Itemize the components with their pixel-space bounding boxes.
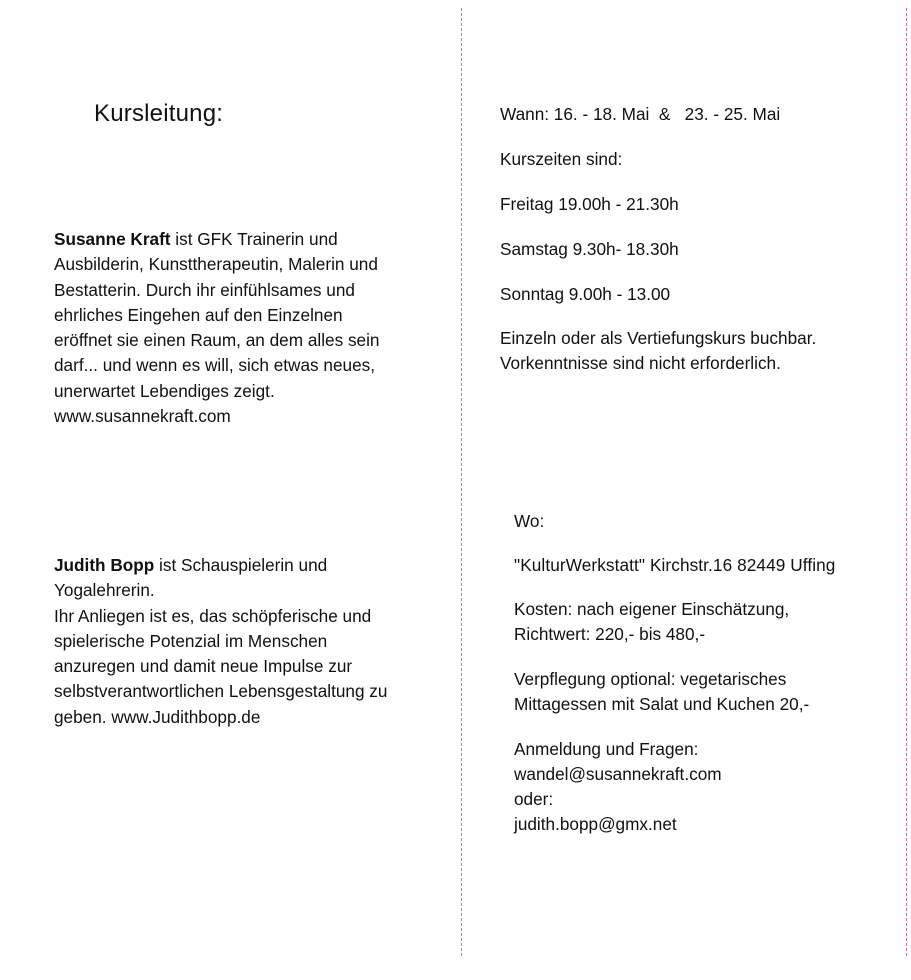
- bio-line: unerwartet Lebendiges zeigt.: [54, 380, 275, 401]
- section-heading-kursleitung: Kursleitung:: [94, 100, 224, 127]
- booking-line: Einzeln oder als Vertiefungskurs buchbar.: [500, 328, 817, 348]
- schedule-saturday: Samstag 9.30h- 18.30h: [500, 239, 679, 259]
- costs-line: Richtwert: 220,- bis 480,-: [514, 624, 706, 644]
- catering-line: Verpflegung optional: vegetarisches: [514, 669, 787, 689]
- bio-text: ist GFK Trainerin und: [170, 229, 338, 249]
- bio-line: anzuregen und damit neue Impulse zur: [54, 656, 353, 677]
- catering-line: Mittagessen mit Salat und Kuchen 20,-: [514, 694, 810, 714]
- email-kraft: wandel@susannekraft.com: [514, 764, 722, 784]
- schedule-sunday: Sonntag 9.00h - 13.00: [500, 284, 671, 304]
- bio-line: eröffnet sie einen Raum, an dem alles sein: [54, 330, 380, 351]
- bio-line: spielerische Potenzial im Menschen: [54, 630, 328, 651]
- bio-line: ehrliches Eingehen auf den Einzelnen: [54, 304, 343, 325]
- bio-line: Ihr Anliegen ist es, das schöpferische und: [54, 605, 372, 626]
- fold-line-center: [461, 8, 462, 956]
- registration-or: oder:: [514, 789, 554, 809]
- email-bopp: judith.bopp@gmx.net: [514, 814, 677, 834]
- booking-note: [500, 326, 900, 376]
- bio-line: Bestatterin. Durch ihr einfühlsames und: [54, 279, 355, 300]
- bio-line: Ausbilderin, Kunsttherapeutin, Malerin und: [54, 254, 378, 275]
- bio-text: ist Schauspielerin und: [154, 555, 328, 575]
- bio-susanne-kraft: [54, 227, 449, 429]
- bio-line: Yogalehrerin.: [54, 580, 155, 601]
- course-times-label: Kurszeiten sind:: [500, 149, 623, 169]
- bio-line-website: geben. www.Judithbopp.de: [54, 706, 261, 727]
- costs-info: [514, 597, 911, 647]
- venue-address: "KulturWerkstatt" Kirchstr.16 82449 Uffing: [514, 555, 836, 575]
- course-dates: Wann: 16. - 18. Mai & 23. - 25. Mai: [500, 104, 781, 124]
- location-label: Wo:: [514, 511, 545, 531]
- registration-label: Anmeldung und Fragen:: [514, 739, 699, 759]
- schedule-friday: Freitag 19.00h - 21.30h: [500, 194, 679, 214]
- instructor-name: Judith Bopp: [54, 555, 155, 575]
- bio-line: [54, 553, 449, 578]
- bio-judith-bopp: [54, 553, 449, 730]
- website-kraft: www.susannekraft.com: [54, 406, 231, 427]
- bio-line: darf... und wenn es will, sich etwas neues,: [54, 355, 375, 376]
- costs-line: Kosten: nach eigener Einschätzung,: [514, 599, 790, 619]
- registration-info: [514, 737, 911, 837]
- instructor-name: Susanne Kraft: [54, 229, 171, 249]
- bio-line: selbstverantwortlichen Lebensgestaltung zu: [54, 681, 388, 702]
- catering-info: [514, 667, 911, 717]
- booking-line: Vorkenntnisse sind nicht erforderlich.: [500, 353, 781, 373]
- bio-line: [54, 227, 449, 252]
